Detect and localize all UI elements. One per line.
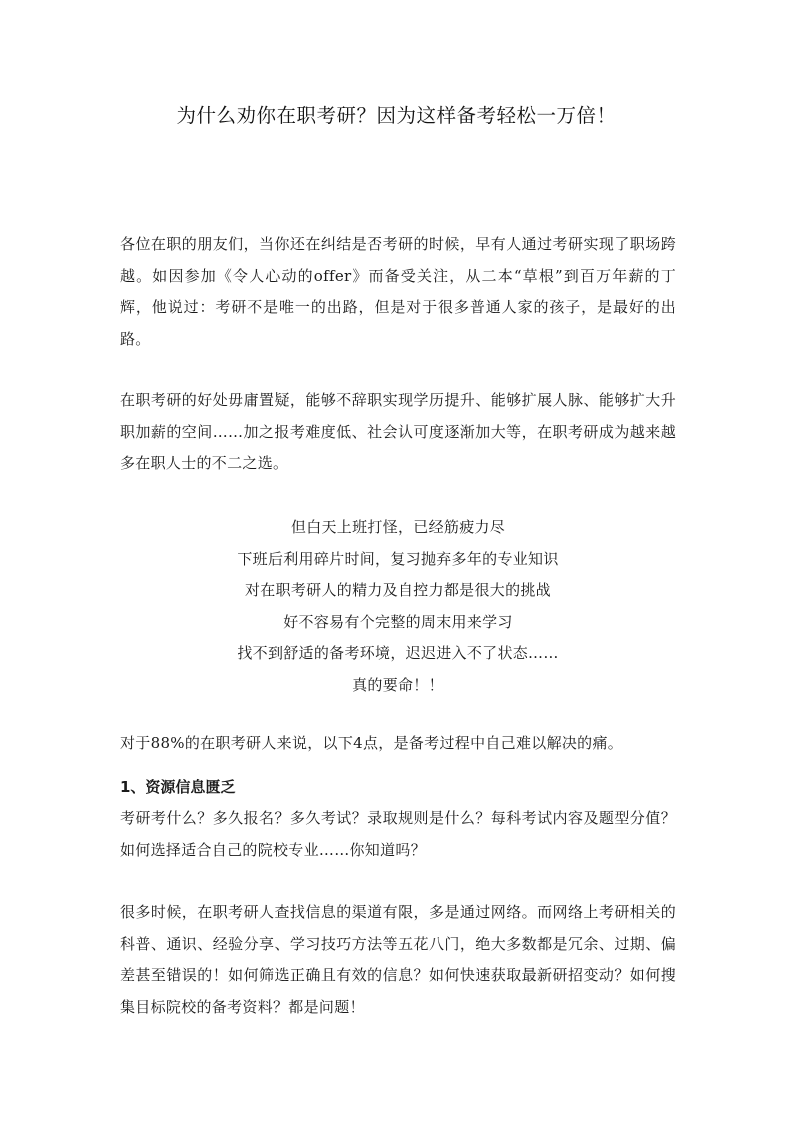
verse-line: 好不容易有个完整的周末用来学习 [283,612,513,631]
benefits-paragraph: 在职考研的好处毋庸置疑，能够不辞职实现学历提升、能够扩展人脉、能够扩大升职加薪的空间……加之报考难度低、社会认可度逐渐加大等，在职考研成为越来越多在职人士的不二之选。 [120,391,676,472]
verse-line: 找不到舒适的备考环境，迟迟进入不了状态…… [237,644,559,662]
page-title: 为什么劝你在职考研？因为这样备考轻松一万倍！ [176,104,617,127]
verse-line: 下班后利用碎片时间，复习抛弃多年的专业知识 [237,549,559,568]
verse-line: 但白天上班打怪，已经筋疲力尽 [290,518,506,536]
section-heading: 1、资源信息匮乏 [120,778,236,796]
intro-paragraph: 各位在职的朋友们，当你还在纠结是否考研的时候，早有人通过考研实现了职场跨越。如因参加《令人心动的offer》而备受关注，从二本“草根”到百万年薪的丁辉，他说过：考研不是唯一的出路，但是对于很多普通人家的孩子，是最好的出路。 [120,235,676,348]
pain-points-paragraph: 对于88%的在职考研人来说，以下4点，是备考过程中自己难以解决的痛。 [120,734,624,752]
centered-verse [120,512,676,701]
questions-paragraph: 考研考什么？多久报名？多久考试？录取规则是什么？每科考试内容及题型分值？如何选择适合自己的院校专业……你知道吗？ [120,809,676,859]
verse-line: 对在职考研人的精力及自控力都是很大的挑战 [244,581,551,599]
information-paragraph: 很多时候，在职考研人查找信息的渠道有限，多是通过网络。而网络上考研相关的科普、通识、经验分享、学习技巧方法等五花八门，绝大多数都是冗余、过期、偏差甚至错误的！如何筛选正确且有效的信息？如何快速获取最新研招变动？如何搜集目标院校的备考资料？都是问题！ [120,903,676,1016]
verse-line: 真的要命！！ [352,675,444,694]
